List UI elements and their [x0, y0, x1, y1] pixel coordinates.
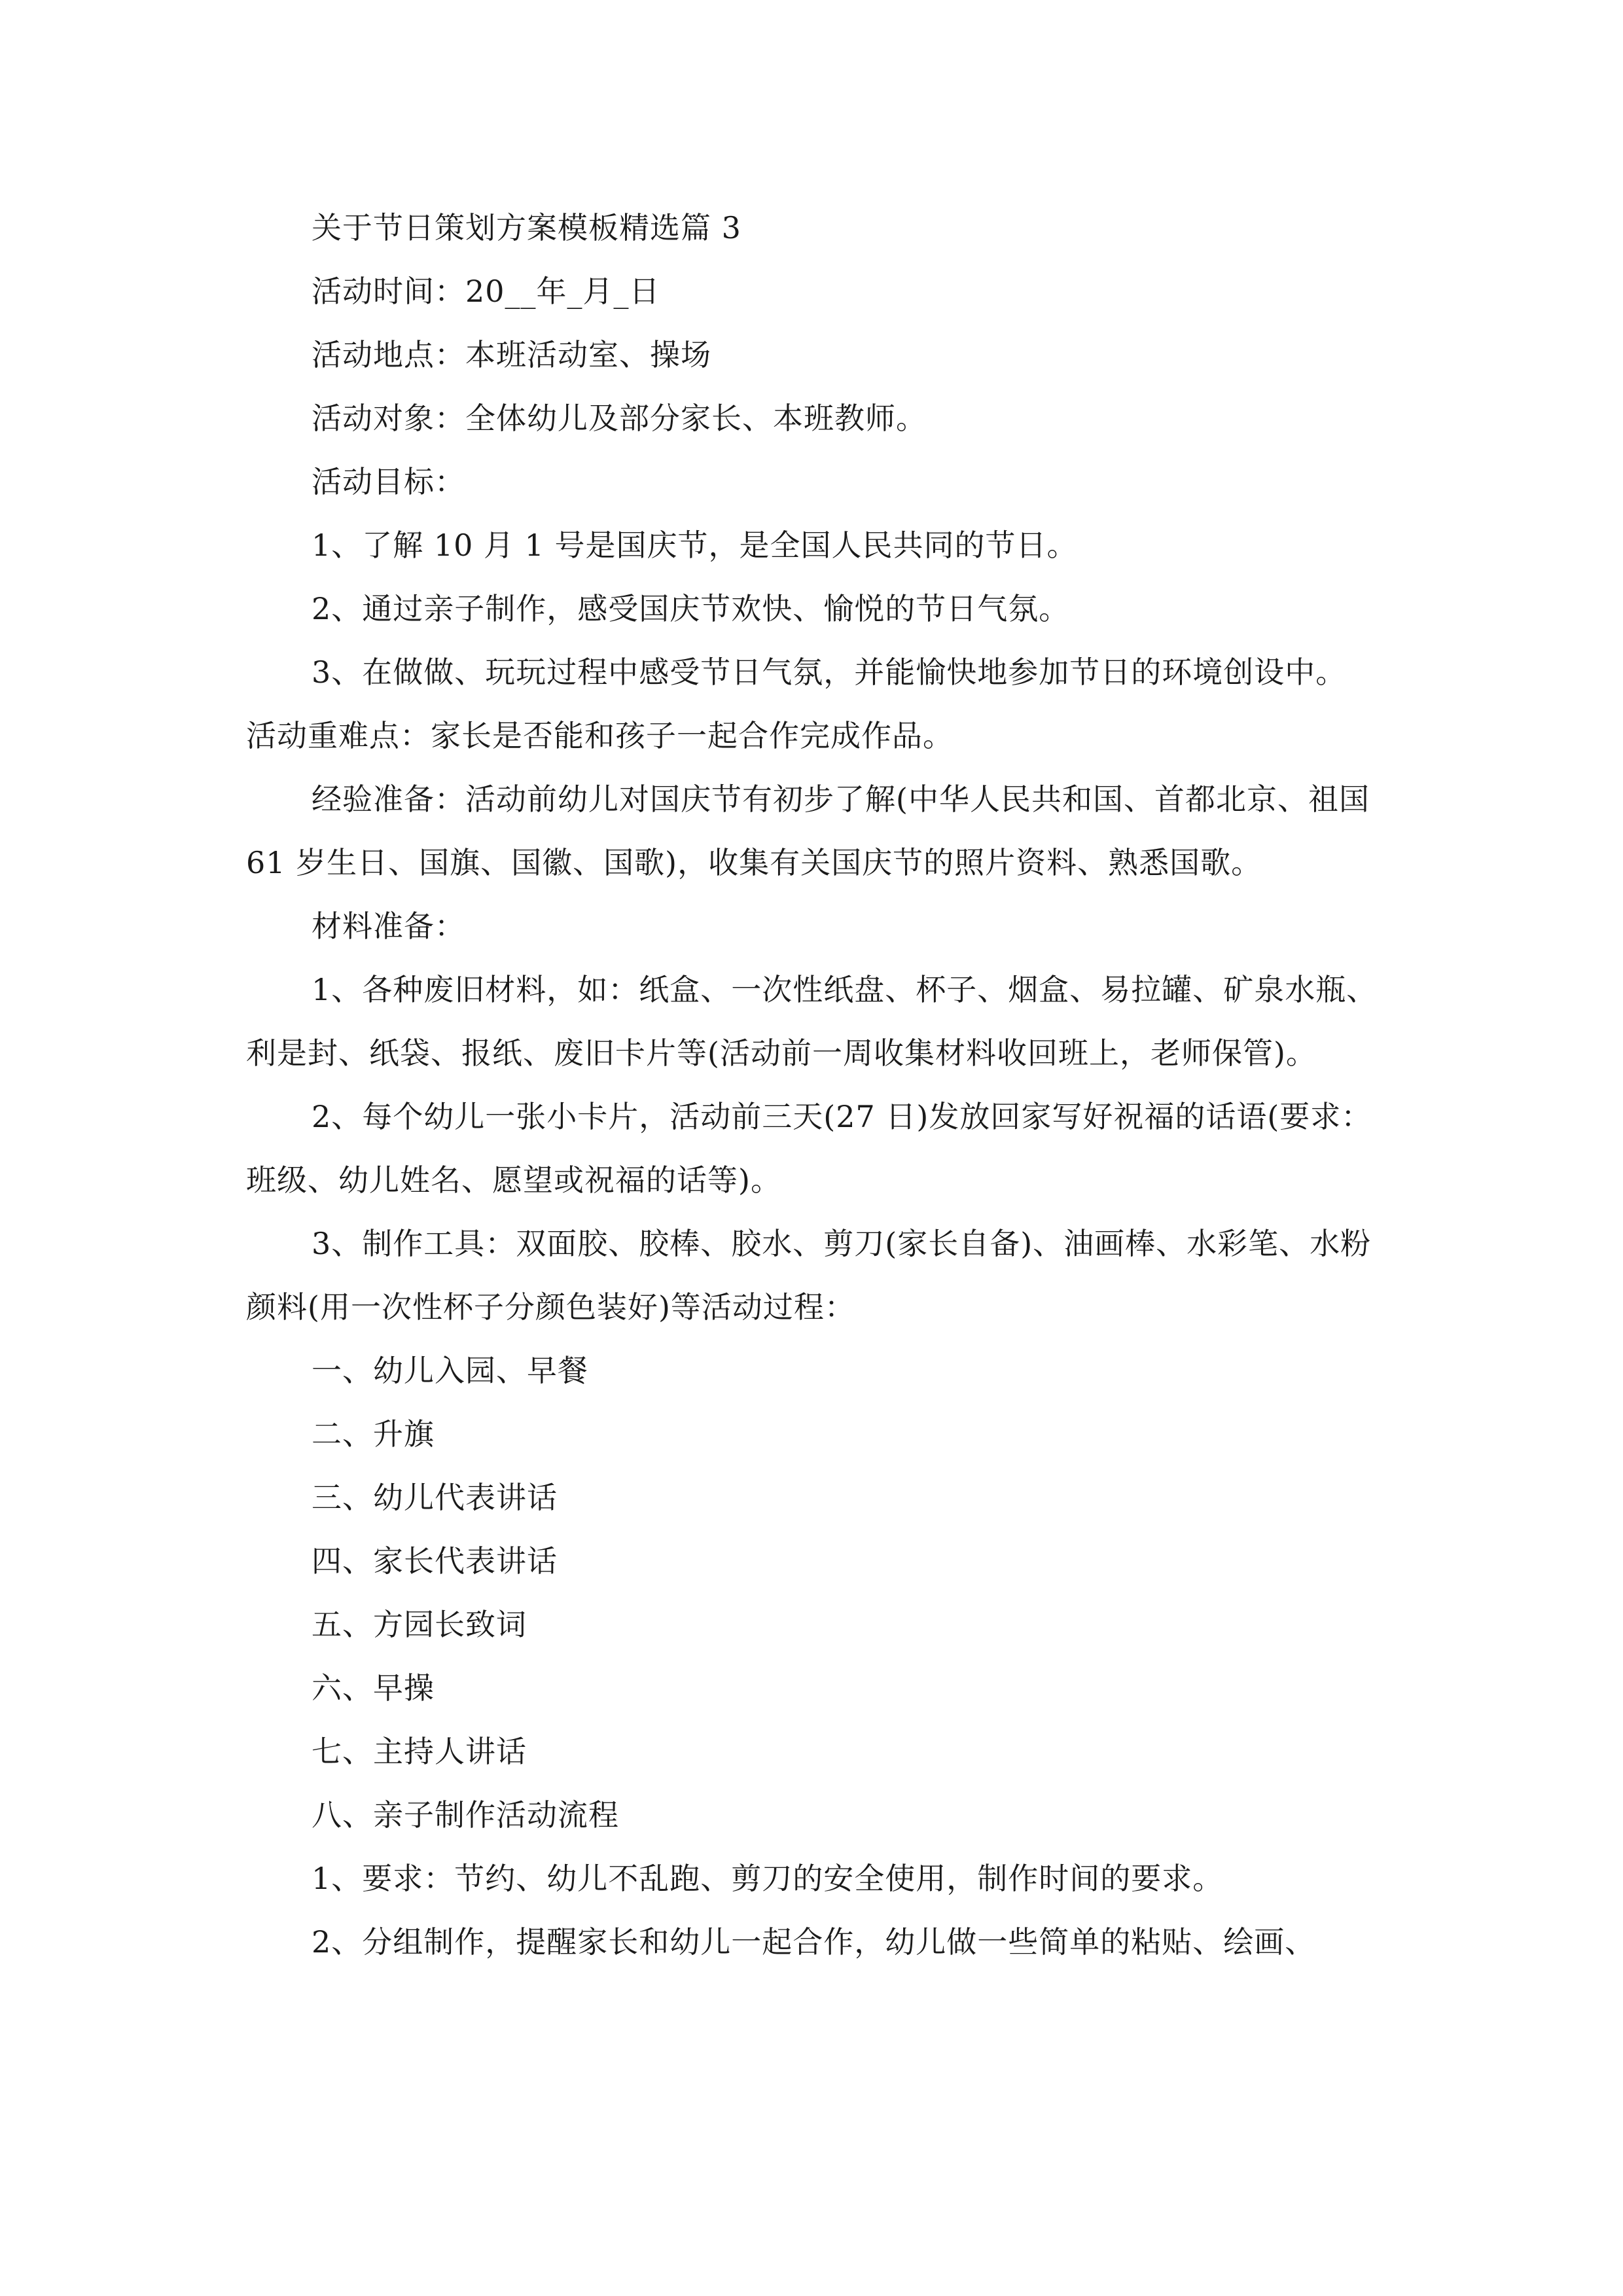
process-step: 五、方园长致词: [312, 1607, 527, 1642]
materials-heading: 材料准备：: [312, 908, 465, 944]
goal-item: 2、通过亲子制作，感受国庆节欢快、愉悦的节日气氛。: [312, 591, 1070, 626]
process-step: 七、主持人讲话: [312, 1734, 527, 1769]
activity-location: 活动地点：本班活动室、操场: [312, 337, 711, 372]
activity-time: 活动时间：20__年_月_日: [312, 274, 660, 309]
goal-item: 1、了解 10 月 1 号是国庆节，是全国人民共同的节日。: [312, 528, 1078, 563]
goals-heading: 活动目标：: [312, 464, 465, 499]
workflow-item: 2、分组制作，提醒家长和幼儿一起合作，幼儿做一些简单的粘贴、绘画、: [312, 1924, 1316, 1960]
process-step: 六、早操: [312, 1670, 435, 1706]
process-step: 四、家长代表讲话: [312, 1543, 558, 1579]
document-body: [246, 196, 1398, 1974]
experience-prep: 经验准备：活动前幼儿对国庆节有初步了解(中华人民共和国、首都北京、祖国 61 岁生日、国旗、国徽、国歌)，收集有关国庆节的照片资料、熟悉国歌。: [246, 781, 1370, 880]
workflow-item: 1、要求：节约、幼儿不乱跑、剪刀的安全使用，制作时间的要求。: [312, 1861, 1224, 1896]
key-difficulty: 活动重难点：家长是否能和孩子一起合作完成作品。: [246, 718, 954, 753]
material-item: 3、制作工具：双面胶、胶棒、胶水、剪刀(家长自备)、油画棒、水彩笔、水粉颜料(用一次性杯子分颜色装好)等活动过程：: [246, 1226, 1372, 1325]
process-step: 一、幼儿入园、早餐: [312, 1353, 588, 1388]
material-item: 2、每个幼儿一张小卡片，活动前三天(27 日)发放回家写好祝福的话语(要求：班级、幼儿姓名、愿望或祝福的话等)。: [246, 1099, 1372, 1198]
process-step: 二、升旗: [312, 1416, 435, 1452]
process-step: 八、亲子制作活动流程: [312, 1797, 619, 1833]
document-title: 关于节日策划方案模板精选篇 3: [312, 210, 741, 245]
activity-audience: 活动对象：全体幼儿及部分家长、本班教师。: [312, 401, 927, 436]
process-step: 三、幼儿代表讲话: [312, 1480, 558, 1515]
material-item: 1、各种废旧材料，如：纸盒、一次性纸盘、杯子、烟盒、易拉罐、矿泉水瓶、利是封、纸袋、报纸、废旧卡片等(活动前一周收集材料收回班上，老师保管)。: [246, 972, 1378, 1071]
goal-item: 3、在做做、玩玩过程中感受节日气氛，并能愉快地参加节日的环境创设中。: [312, 655, 1347, 690]
